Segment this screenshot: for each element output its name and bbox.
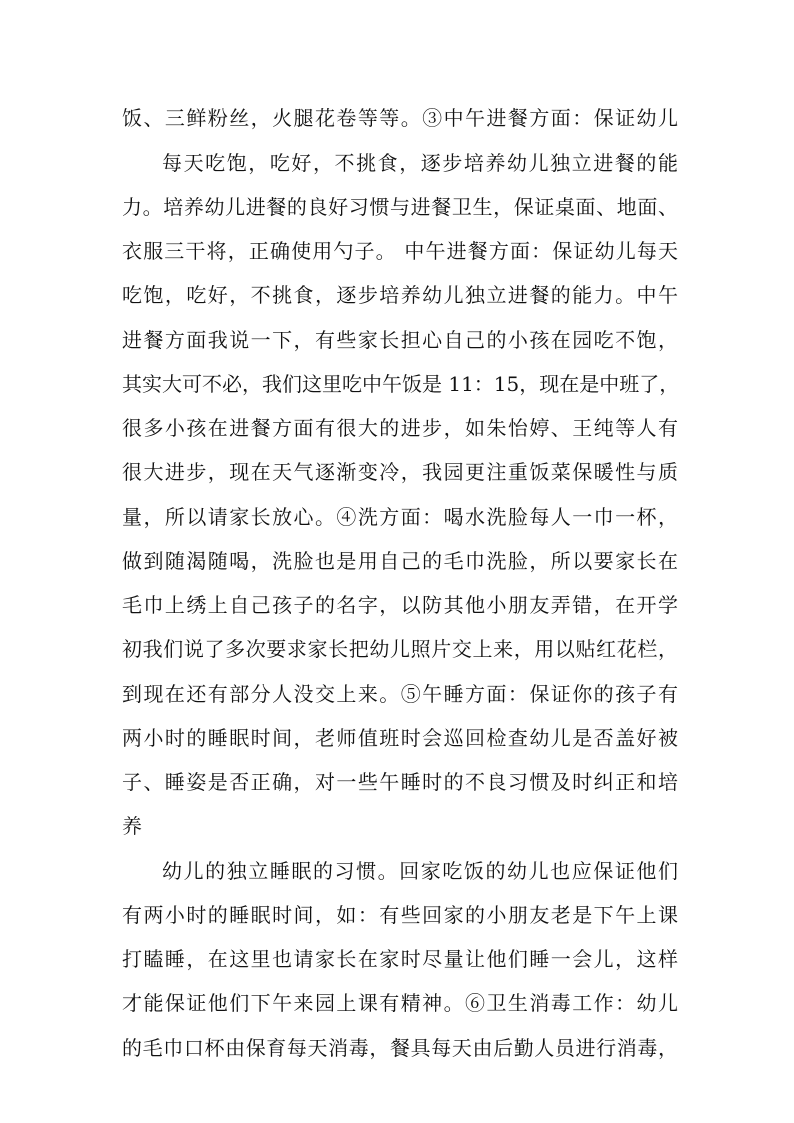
- text-line: 的毛巾口杯由保育每天消毒，餐具每天由后勤人员进行消毒，: [122, 1036, 678, 1060]
- text-line: 进餐方面我说一下，有些家长担心自己的小孩在园吃不饱，: [122, 328, 678, 352]
- text-line: 幼儿的独立睡眠的习惯。回家吃饭的幼儿也应保证他们: [162, 859, 678, 883]
- text-line: 两小时的睡眠时间，老师值班时会巡回检查幼儿是否盖好被: [122, 726, 678, 750]
- text-line: 子、睡姿是否正确，对一些午睡时的不良习惯及时纠正和培: [122, 770, 678, 794]
- text-line: 有两小时的睡眠时间，如：有些回家的小朋友老是下午上课: [122, 903, 678, 927]
- text-line: 养: [122, 814, 142, 838]
- text-line: 其实大可不必，我们这里吃中午饭是 11：15，现在是中班了，: [122, 372, 680, 396]
- text-line: 力。培养幼儿进餐的良好习惯与进餐卫生，保证桌面、地面、: [122, 195, 678, 219]
- text-line: 才能保证他们下午来园上课有精神。⑥卫生消毒工作：幼儿: [122, 991, 678, 1015]
- text-line: 打瞌睡，在这里也请家长在家时尽量让他们睡一会儿，这样: [122, 947, 678, 971]
- text-line: 量，所以请家长放心。④洗方面：喝水洗脸每人一巾一杯，: [122, 505, 678, 529]
- text-line: 吃饱，吃好，不挑食，逐步培养幼儿独立进餐的能力。中午: [122, 283, 678, 307]
- text-line: 每天吃饱，吃好，不挑食，逐步培养幼儿独立进餐的能: [162, 151, 678, 175]
- text-line: 很多小孩在进餐方面有很大的进步，如朱怡婷、王纯等人有: [122, 416, 678, 440]
- text-line: 做到随渴随喝，洗脸也是用自己的毛巾洗脸，所以要家长在: [122, 549, 678, 573]
- text-line: 衣服三干将，正确使用勺子。 中午进餐方面：保证幼儿每天: [122, 239, 678, 263]
- text-line: 到现在还有部分人没交上来。⑤午睡方面：保证你的孩子有: [122, 682, 678, 706]
- text-line: 饭、三鲜粉丝，火腿花卷等等。③中午进餐方面：保证幼儿: [122, 106, 678, 130]
- text-line: 毛巾上绣上自己孩子的名字，以防其他小朋友弄错，在开学: [122, 593, 678, 617]
- text-line: 很大进步，现在天气逐渐变冷，我园更注重饭菜保暖性与质: [122, 460, 678, 484]
- text-line: 初我们说了多次要求家长把幼儿照片交上来，用以贴红花栏，: [122, 637, 678, 661]
